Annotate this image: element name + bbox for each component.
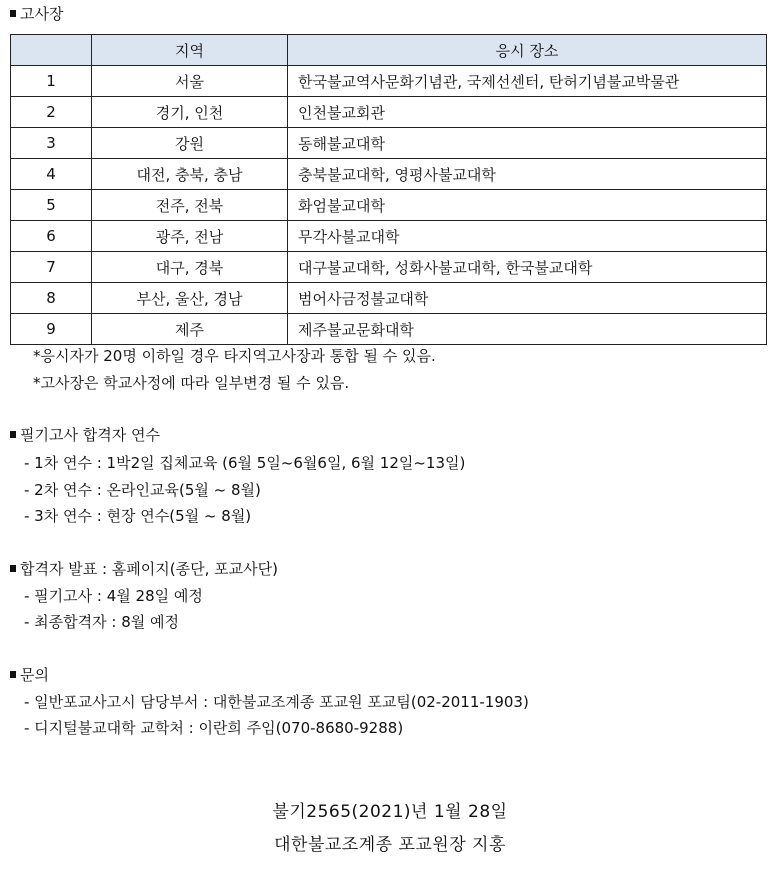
row-region: 경기, 인천 (92, 97, 288, 128)
row-number: 9 (11, 314, 92, 345)
square-bullet-icon (10, 671, 16, 678)
table-row (11, 66, 767, 97)
training-heading-text: 필기고사 합격자 연수 (20, 426, 160, 444)
row-region: 전주, 전북 (92, 190, 288, 221)
exam-site-heading (10, 3, 63, 24)
table-row (11, 314, 767, 345)
square-bullet-icon (10, 431, 16, 438)
column-header-region: 지역 (92, 35, 288, 66)
row-number: 2 (11, 97, 92, 128)
footer-issuer: 대한불교조계종 포교원장 지홍 (274, 835, 506, 855)
training-item-3: - 3차 연수 : 현장 연수(5월 ~ 8월) (24, 507, 252, 525)
table-row (11, 159, 767, 190)
square-bullet-icon (10, 565, 16, 572)
row-place: 제주불교문화대학 (288, 314, 767, 345)
row-place: 동해불교대학 (288, 128, 767, 159)
exam-site-heading-text: 고사장 (20, 5, 64, 23)
row-number: 6 (11, 221, 92, 252)
table-row (11, 283, 767, 314)
training-heading (10, 424, 160, 445)
row-region: 대구, 경북 (92, 252, 288, 283)
square-bullet-icon (10, 10, 16, 17)
row-region: 광주, 전남 (92, 221, 288, 252)
row-number: 1 (11, 66, 92, 97)
row-region: 서울 (92, 66, 288, 97)
exam-site-note-change: *고사장은 학교사정에 따라 일부변경 될 수 있음. (33, 374, 350, 392)
announcement-heading (10, 558, 278, 579)
contact-item-dept: - 일반포교사고시 담당부서 : 대한불교조계종 포교원 포교팀(02-2011-1903) (24, 693, 529, 711)
exam-venue-table (10, 34, 767, 345)
table-row (11, 97, 767, 128)
contact-heading (10, 664, 49, 685)
row-region: 강원 (92, 128, 288, 159)
row-number: 5 (11, 190, 92, 221)
contact-heading-text: 문의 (20, 666, 49, 684)
announcement-heading-text: 합격자 발표 : 홈페이지(종단, 포교사단) (20, 560, 278, 578)
table-row (11, 190, 767, 221)
row-place: 범어사금정불교대학 (288, 283, 767, 314)
table-row (11, 128, 767, 159)
table-row (11, 252, 767, 283)
row-place: 한국불교역사문화기념관, 국제선센터, 탄허기념불교박물관 (288, 66, 767, 97)
column-header-no (11, 35, 92, 66)
row-place: 대구불교대학, 성화사불교대학, 한국불교대학 (288, 252, 767, 283)
column-header-place: 응시 장소 (288, 35, 767, 66)
exam-site-note-merge: *응시자가 20명 이하일 경우 타지역고사장과 통합 될 수 있음. (33, 347, 436, 365)
footer-date: 불기2565(2021)년 1월 28일 (272, 802, 508, 822)
training-item-2: - 2차 연수 : 온라인교육(5월 ~ 8월) (24, 481, 261, 499)
row-region: 제주 (92, 314, 288, 345)
row-number: 8 (11, 283, 92, 314)
row-number: 3 (11, 128, 92, 159)
training-item-1: - 1차 연수 : 1박2일 집체교육 (6월 5일~6월6일, 6월 12일~13일) (24, 454, 466, 472)
row-number: 7 (11, 252, 92, 283)
announcement-item-written: - 필기고사 : 4월 28일 예정 (24, 587, 203, 605)
row-place: 충북불교대학, 영평사불교대학 (288, 159, 767, 190)
table-row (11, 221, 767, 252)
row-place: 무각사불교대학 (288, 221, 767, 252)
row-region: 부산, 울산, 경남 (92, 283, 288, 314)
row-place: 인천불교회관 (288, 97, 767, 128)
announcement-item-final: - 최종합격자 : 8월 예정 (24, 613, 180, 631)
table-header-row (11, 35, 767, 66)
row-place: 화엄불교대학 (288, 190, 767, 221)
row-region: 대전, 충북, 충남 (92, 159, 288, 190)
contact-item-digital: - 디지털불교대학 교학처 : 이란희 주임(070-8680-9288) (24, 719, 404, 737)
row-number: 4 (11, 159, 92, 190)
